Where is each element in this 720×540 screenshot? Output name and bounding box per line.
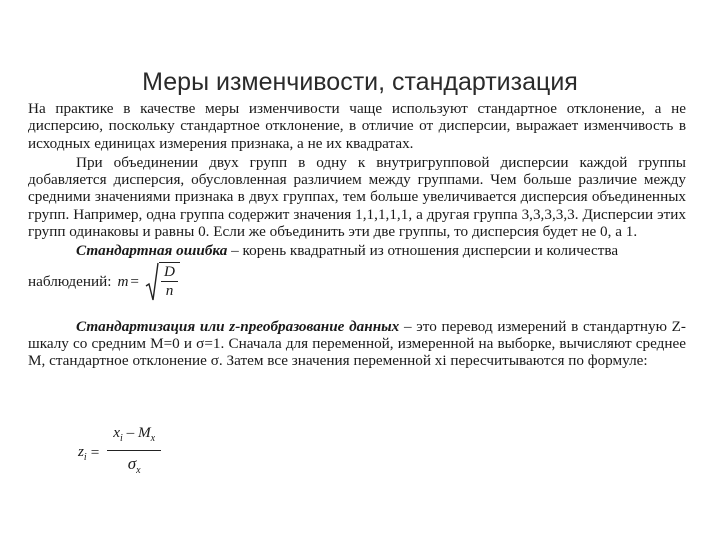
- z-score-formula: [78, 424, 161, 482]
- z-denominator: $\sigma_x$: [127, 454, 141, 477]
- standard-error-formula: [117, 262, 180, 302]
- z-lhs: $z_i$: [78, 443, 87, 464]
- term-standardization: Стандартизация или z-преобразование данных: [76, 317, 400, 335]
- sqrt-fraction: [159, 262, 180, 302]
- formula-m-lhs: m: [117, 273, 129, 291]
- paragraph-group-merge: При объединении двух групп в одну к внутригрупповой дисперсии каждой группы добавляется дисперсия, обусловленная различием между группами. Чем больше различие между средними значениями признака в двух группах, тем больше увеличивается дисперсия объединенных групп. Например, одна группа содержит значения 1,1,1,1,1, а другая группа 3,3,3,3,3. Дисперсии этих групп одинаковы и равны 0. Если же объединить эти две группы, то дисперсия будет не 0, а 1.: [28, 153, 686, 241]
- fraction-denominator: n: [165, 281, 174, 299]
- paragraph-standard-error: [28, 242, 686, 259]
- standard-error-line: [28, 262, 686, 302]
- formula-m-eq: =: [130, 273, 139, 291]
- slide-title: Меры изменчивости, стандартизация: [142, 68, 578, 96]
- sqrt-expression: [145, 262, 180, 302]
- standardization-definition: – это перевод измерений в стандартную Z-шкалу со средним М=0 и σ=1. Сначала для переменной, измеренной на выборке, вычисляют среднее М, стандартное отклонение σ. Затем все значения переменной xi пересчитываются по формуле:: [28, 317, 686, 370]
- body-text: [28, 100, 686, 370]
- z-eq: =: [90, 444, 100, 462]
- paragraph-std-deviation: На практике в качестве меры изменчивости чаще используют стандартное отклонение, а не дисперсию, поскольку стандартное отклонение, в отличие от дисперсии, выражает изменчивость в исходных единицах измерения признака, а не их квадратах.: [28, 100, 686, 152]
- standard-error-definition: – корень квадратный из отношения дисперсии и количества: [227, 242, 619, 260]
- sqrt-sign-icon: [145, 262, 159, 302]
- z-fraction: [107, 424, 161, 482]
- observations-label: наблюдений:: [28, 273, 112, 291]
- z-numerator: $x_i - M_x$: [107, 424, 161, 451]
- paragraph-standardization: [28, 318, 686, 370]
- fraction-numerator: D: [161, 263, 178, 282]
- term-standard-error: Стандартная ошибка: [76, 242, 228, 260]
